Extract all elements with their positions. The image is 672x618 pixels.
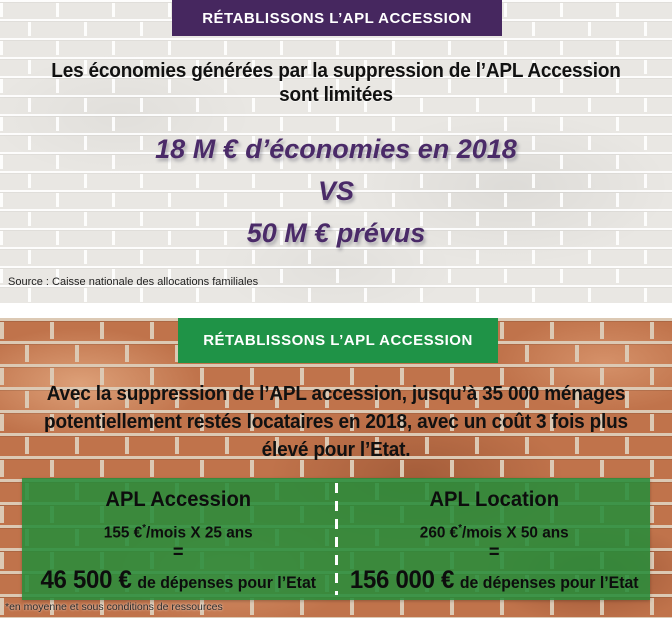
bottom-panel-red-brick	[0, 318, 672, 618]
column-total	[40, 566, 316, 595]
bottom-headline-line-2: potentiellement restés locataires en 2018, avec un coût 3 fois plus	[44, 411, 628, 433]
stat-actual-savings: 18 M € d’économies en 2018	[155, 134, 517, 164]
bottom-headline	[17, 380, 655, 464]
top-headline-line-1: Les économies générées par la suppression de l’APL Accession	[51, 60, 621, 82]
stat-versus: VS	[317, 176, 355, 206]
top-headline	[17, 59, 655, 107]
equals-sign: =	[488, 542, 500, 564]
asterisk-mark: *	[457, 523, 462, 534]
comparison-table	[22, 478, 650, 600]
equals-sign: =	[172, 542, 184, 564]
bottom-headline-line-1: Avec la suppression de l’APL accession, jusqu’à 35 000 ménages	[46, 383, 626, 405]
column-formula	[419, 519, 568, 542]
asterisk-mark: *	[142, 523, 146, 534]
column-apl-location	[344, 478, 644, 600]
total-amount: 46 500 €	[40, 566, 132, 595]
stat-planned-savings: 50 M € prévus	[246, 218, 426, 248]
bottom-headline-line-3: élevé pour l’Etat.	[261, 439, 411, 461]
top-headline-line-2: sont limitées	[279, 84, 393, 106]
formula-rest: /mois X 25 ans	[145, 524, 253, 542]
column-total	[349, 566, 638, 595]
column-title: APL Accession	[105, 488, 252, 511]
top-panel-white-brick	[0, 0, 672, 303]
dashed-divider	[335, 483, 338, 595]
total-suffix: de dépenses pour l’Etat	[137, 574, 317, 593]
column-apl-accession	[28, 478, 328, 600]
footnote: *en moyenne et sous conditions de ressources	[5, 601, 223, 613]
formula-amount: 260 €	[419, 524, 458, 542]
formula-rest: /mois X 50 ans	[461, 524, 569, 542]
total-suffix: de dépenses pour l’Etat	[459, 574, 639, 593]
source-note: Source : Caisse nationale des allocations familiales	[8, 276, 259, 288]
top-banner	[172, 0, 502, 36]
bottom-banner-label: RÉTABLISSONS L’APL ACCESSION	[203, 332, 473, 349]
savings-comparison	[0, 128, 672, 254]
total-amount: 156 000 €	[349, 566, 454, 595]
column-formula	[104, 519, 253, 542]
column-title: APL Location	[428, 488, 559, 511]
formula-amount: 155 €	[103, 524, 143, 542]
bottom-banner	[178, 318, 498, 363]
panel-separator	[0, 303, 672, 318]
top-banner-label: RÉTABLISSONS L’APL ACCESSION	[202, 9, 472, 27]
